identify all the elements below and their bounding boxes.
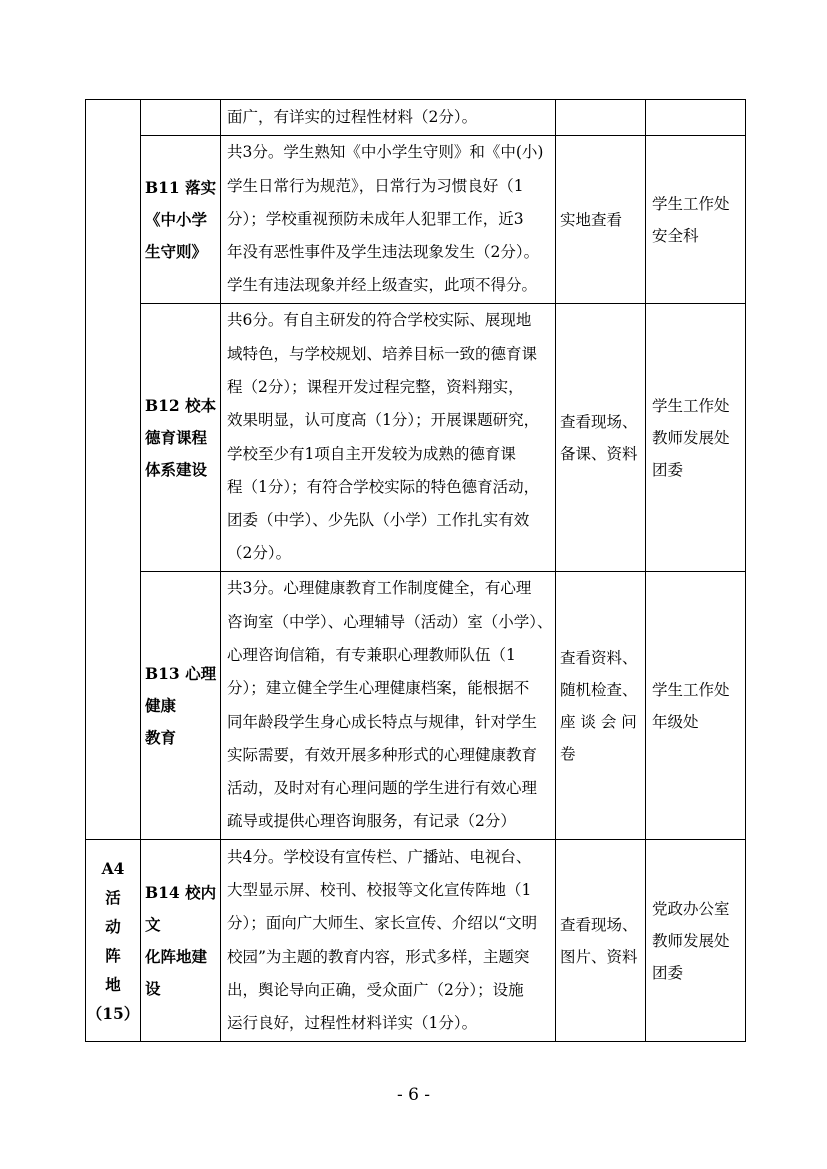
indicator-cell-continued	[86, 100, 141, 840]
criteria-cell-b14: 共4分。学校设有宣传栏、广播站、电视台、 大型显示屏、校刊、校报等文化宣传阵地（1 分）；面向广大师生、家长宣传、介绍以“文明 校园”为主题的教育内容，形式多样，主题突 出，舆论导向正确，受众面广（2分）；设施 运行良好，过程性材料详实（1分）。	[221, 840, 556, 1042]
page-number: - 6 -	[396, 1085, 431, 1105]
department-cell-b12: 学生工作处 教师发展处 团委	[646, 304, 746, 572]
criteria-cell-b12: 共6分。有自主研发的符合学校实际、展现地 域特色，与学校规划、培养目标一致的德育课 程（2分）；课程开发过程完整，资料翔实， 效果明显，认可度高（1分）；开展课题研究， 学校至少有1项自主开发较为成熟的德育课 程（1分）；有符合学校实际的特色德育活动， 团委（中学）、少先队（小学）工作扎实有效 （2分）。	[221, 304, 556, 572]
table-row	[86, 840, 746, 1042]
table-row	[86, 304, 746, 572]
item-cell-b14: B14 校内 文 化阵地建 设	[141, 840, 221, 1042]
table-row	[86, 572, 746, 840]
department-cell	[646, 100, 746, 136]
table-row	[86, 100, 746, 136]
criteria-cell-b11: 共3分。学生熟知《中小学生守则》和《中(小) 学生日常行为规范》，日常行为习惯良好（1 分）；学校重视预防未成年人犯罪工作，近3 年没有恶性事件及学生违法现象发生（2分）。 学生有违法现象并经上级查实，此项不得分。	[221, 136, 556, 304]
evaluation-table	[85, 99, 746, 1042]
indicator-cell-a4: A4 活 动 阵 地 （15）	[86, 840, 141, 1042]
item-cell	[141, 100, 221, 136]
department-cell-b11: 学生工作处 安全科	[646, 136, 746, 304]
criteria-cell: 面广，有详实的过程性材料（2分）。	[221, 100, 556, 136]
method-cell-b12: 查看现场、 备课、资料	[556, 304, 646, 572]
method-cell-b11: 实地查看	[556, 136, 646, 304]
method-cell	[556, 100, 646, 136]
method-cell-b14: 查看现场、 图片、资料	[556, 840, 646, 1042]
criteria-cell-b13: 共3分。心理健康教育工作制度健全，有心理 咨询室（中学）、心理辅导（活动）室（小学）、 心理咨询信箱，有专兼职心理教师队伍（1 分）；建立健全学生心理健康档案，能根据不 同年龄段学生身心成长特点与规律，针对学生 实际需要，有效开展多种形式的心理健康教育 活动，及时对有心理问题的学生进行有效心理 疏导或提供心理咨询服务，有记录（2分）	[221, 572, 556, 840]
item-cell-b11: B11 落实 《中小学 生守则》	[141, 136, 221, 304]
item-cell-b13: B13 心理 健康 教育	[141, 572, 221, 840]
department-cell-b14: 党政办公室 教师发展处 团委	[646, 840, 746, 1042]
table-row	[86, 136, 746, 304]
item-cell-b12: B12 校本 德育课程 体系建设	[141, 304, 221, 572]
department-cell-b13: 学生工作处 年级处	[646, 572, 746, 840]
method-cell-b13: 查看资料、 随机检查、 座 谈 会 问 卷	[556, 572, 646, 840]
